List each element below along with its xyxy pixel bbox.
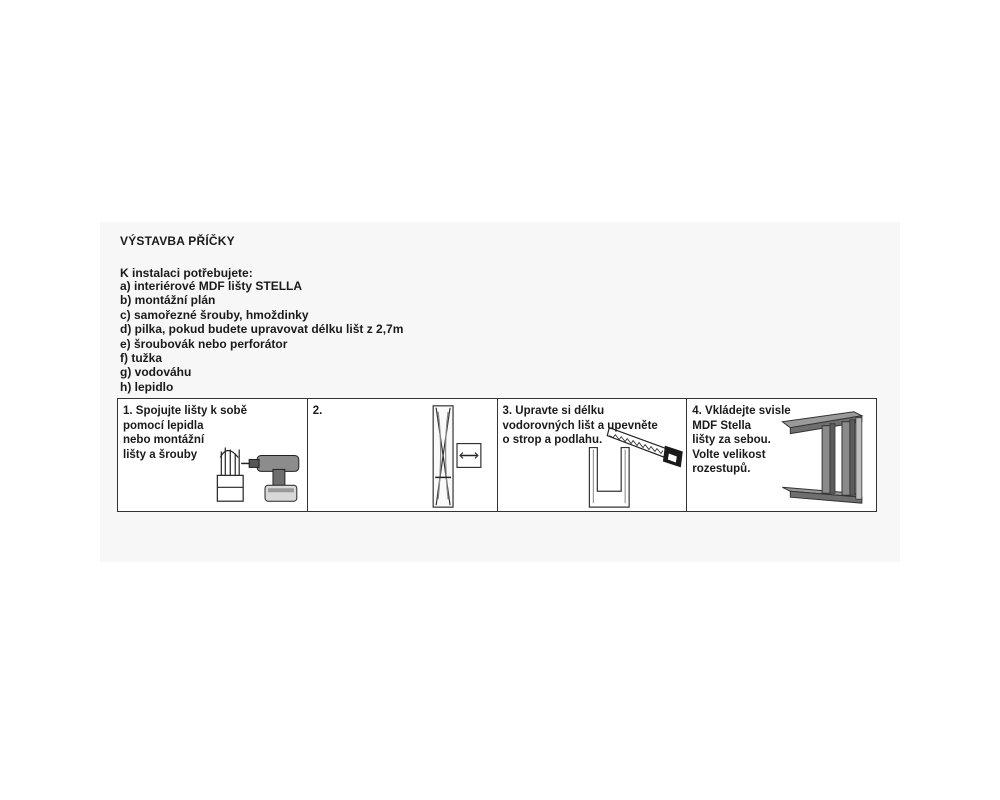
list-item: e) šroubovák nebo perforátor bbox=[120, 336, 288, 351]
list-item: a) interiérové MDF lišty STELLA bbox=[120, 279, 303, 293]
step-4-cell bbox=[687, 399, 876, 511]
step-2-cell bbox=[308, 399, 498, 511]
step-2-text: 2. bbox=[312, 405, 323, 417]
list-item: d) pilka, pokud budete upravovat délku lišt z 2,7m bbox=[120, 322, 404, 337]
step-1-text: 1. Spojujte lišty k sobě pomocí lepidla nebo montážní lišty a šrouby bbox=[123, 405, 247, 461]
drill-icon bbox=[241, 455, 299, 501]
requirements-intro: K instalaci potřebujete: bbox=[120, 266, 253, 280]
batten-profile-icon bbox=[433, 406, 453, 507]
step-3-text: 3. Upravte si délku vodorovných lišt a upevněte o strop a podlahu. bbox=[502, 405, 658, 446]
step-1-cell bbox=[118, 399, 308, 511]
list-item: g) vodováhu bbox=[120, 365, 192, 380]
u-profile-icon bbox=[589, 448, 629, 508]
step-4-text: 4. Vkládejte svisle MDF Stella lišty za sebou. Volte velikost rozestupů. bbox=[692, 405, 791, 475]
steps-table bbox=[117, 398, 877, 512]
list-item: c) samořezné šrouby, hmoždinky bbox=[120, 307, 309, 322]
list-item: h) lepidlo bbox=[120, 379, 174, 394]
document-title: VÝSTAVBA PŘÍČKY bbox=[120, 234, 235, 248]
list-item: b) montážní plán bbox=[120, 293, 216, 308]
step-3-cell bbox=[498, 399, 688, 511]
connector-detail-icon bbox=[457, 444, 481, 468]
list-item: f) tužka bbox=[120, 351, 162, 366]
requirements-list bbox=[120, 279, 403, 394]
partition-assembly-icon bbox=[783, 412, 862, 503]
step-2-illustration bbox=[308, 399, 497, 511]
